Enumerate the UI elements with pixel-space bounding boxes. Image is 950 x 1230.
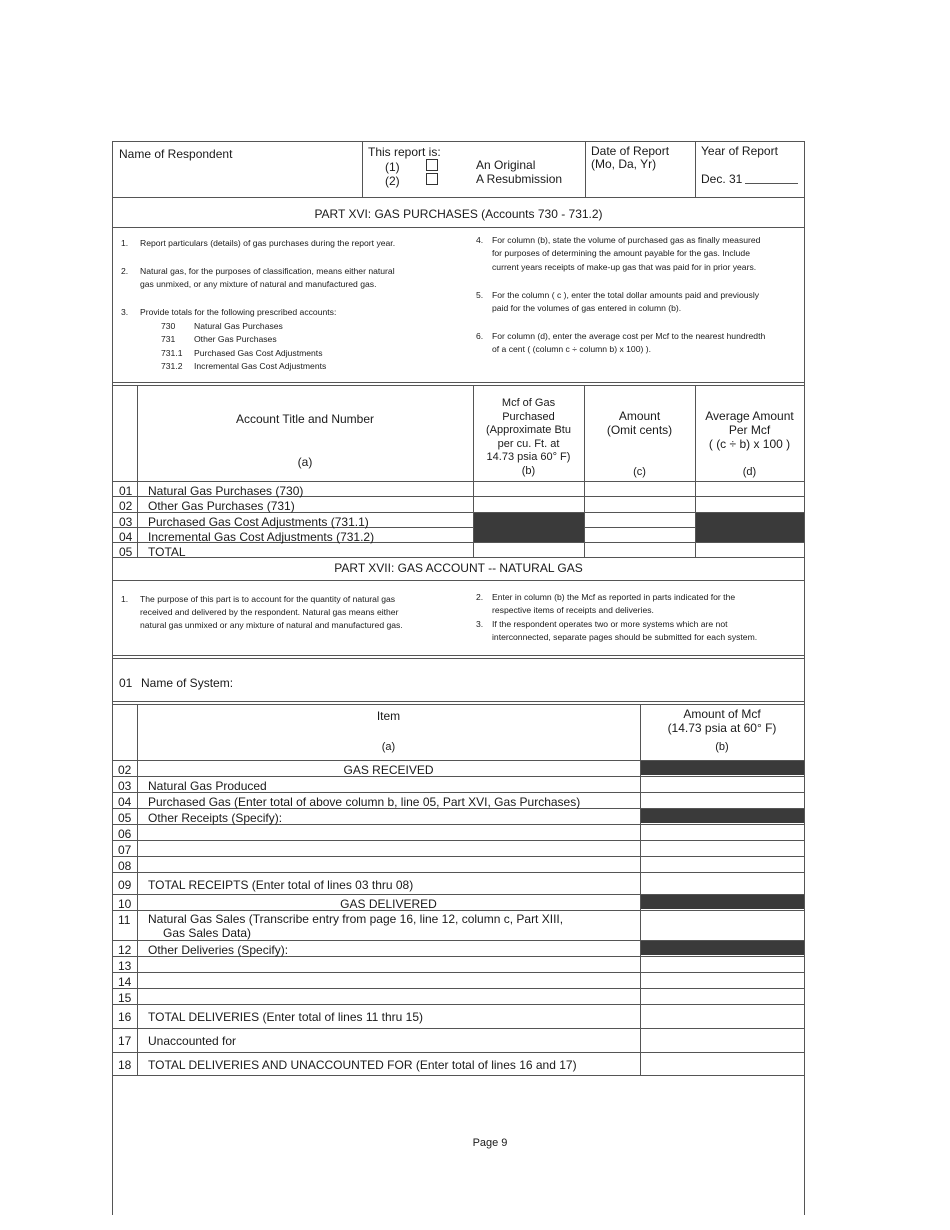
col-c-id: (c) bbox=[633, 466, 646, 478]
instruction-6b: of a cent ( (column c ÷ column b) x 100) ). bbox=[492, 344, 651, 354]
instruction-5b: paid for the volumes of gas entered in column (b). bbox=[492, 303, 682, 313]
shaded-cell bbox=[641, 809, 804, 823]
date-format-label: (Mo, Da, Yr) bbox=[591, 157, 657, 171]
page-number: Page 9 bbox=[472, 1137, 508, 1149]
year-value: Dec. 31 bbox=[701, 172, 743, 186]
table-row: TOTAL bbox=[148, 545, 186, 559]
table-row: Other Receipts (Specify): bbox=[148, 811, 283, 825]
shaded-cell bbox=[696, 513, 804, 542]
item-col-header: Item bbox=[376, 709, 401, 723]
table-row-continuation: Gas Sales Data) bbox=[163, 926, 252, 940]
resubmission-label: A Resubmission bbox=[476, 172, 563, 186]
option-2-number: (2) bbox=[385, 174, 400, 188]
instruction-4a: For column (b), state the volume of purchased gas as finally measured bbox=[492, 235, 761, 245]
table-row: TOTAL DELIVERIES (Enter total of lines 11 thru 15) bbox=[148, 1010, 424, 1024]
col-a-header: Account Title and Number bbox=[235, 412, 375, 426]
amount-col-header: Amount of Mcf (14.73 psia at 60° F) bbox=[667, 707, 777, 735]
option-1-number: (1) bbox=[385, 160, 400, 174]
table-row: Purchased Gas Cost Adjustments (731.1) bbox=[148, 515, 369, 529]
table-row: Natural Gas Purchases (730) bbox=[148, 484, 304, 498]
instruction-2a: Natural gas, for the purposes of classification, means either natural bbox=[140, 266, 395, 276]
table-row: Purchased Gas (Enter total of above column b, line 05, Part XVI, Gas Purchases) bbox=[148, 795, 581, 809]
year-of-report-label: Year of Report bbox=[701, 144, 778, 158]
col-d-id: (d) bbox=[742, 466, 757, 478]
instruction-4b: for purposes of determining the amount payable for the gas. Include bbox=[492, 248, 750, 258]
table-row: Unaccounted for bbox=[148, 1034, 237, 1048]
gas-delivered-heading: GAS DELIVERED bbox=[340, 897, 437, 911]
shaded-cell bbox=[641, 895, 804, 909]
shaded-cell bbox=[641, 941, 804, 955]
shaded-cell bbox=[641, 761, 804, 775]
resubmission-checkbox[interactable] bbox=[426, 173, 438, 185]
part-16-title: PART XVI: GAS PURCHASES (Accounts 730 - 731.2) bbox=[314, 207, 603, 221]
instruction-5a: For the column ( c ), enter the total dollar amounts paid and previously bbox=[492, 290, 760, 300]
report-is-label: This report is: bbox=[368, 145, 441, 159]
year-blank-field[interactable] bbox=[745, 183, 798, 184]
name-of-respondent-label: Name of Respondent bbox=[119, 147, 233, 161]
part-17-title: PART XVII: GAS ACCOUNT -- NATURAL GAS bbox=[334, 561, 583, 575]
instruction-6a: For column (d), enter the average cost per Mcf to the nearest hundredth bbox=[492, 331, 766, 341]
table-row: Natural Gas Sales (Transcribe entry from page 16, line 12, column c, Part XIII, bbox=[148, 912, 564, 926]
table-row: Other Deliveries (Specify): bbox=[148, 943, 289, 957]
col-d-header: Average Amount Per Mcf ( (c ÷ b) x 100 ) bbox=[705, 409, 794, 451]
amount-col-id: (b) bbox=[715, 741, 729, 753]
instruction-3: Provide totals for the following prescribed accounts: bbox=[140, 307, 337, 317]
table-row: TOTAL DELIVERIES AND UNACCOUNTED FOR (Enter total of lines 16 and 17) bbox=[148, 1058, 577, 1072]
gas-received-heading: GAS RECEIVED bbox=[343, 763, 434, 777]
col-a-id: (a) bbox=[297, 455, 313, 469]
original-checkbox[interactable] bbox=[426, 159, 438, 171]
name-of-system-label: Name of System: bbox=[141, 676, 234, 690]
instruction-1: Report particulars (details) of gas purchases during the report year. bbox=[140, 238, 396, 248]
table-row: Incremental Gas Cost Adjustments (731.2) bbox=[148, 530, 375, 544]
shaded-cell bbox=[474, 513, 584, 542]
item-col-id: (a) bbox=[381, 741, 396, 753]
instruction-2b: gas unmixed, or any mixture of natural and manufactured gas. bbox=[140, 279, 377, 289]
table-row: TOTAL RECEIPTS (Enter total of lines 03 thru 08) bbox=[148, 878, 414, 892]
original-label: An Original bbox=[476, 158, 536, 172]
table-row: Natural Gas Produced bbox=[148, 779, 267, 793]
table-row: Other Gas Purchases (731) bbox=[148, 499, 295, 513]
name-of-system-field[interactable] bbox=[250, 672, 790, 690]
col-b-header: Mcf of Gas Purchased (Approximate Btu per cu. Ft. at 14.73 psia 60° F) (b) bbox=[486, 397, 571, 477]
instruction-4c: current years receipts of make-up gas that was paid for in prior years. bbox=[492, 262, 757, 272]
date-of-report-label: Date of Report bbox=[591, 144, 670, 158]
col-c-header: Amount (Omit cents) bbox=[606, 409, 673, 437]
